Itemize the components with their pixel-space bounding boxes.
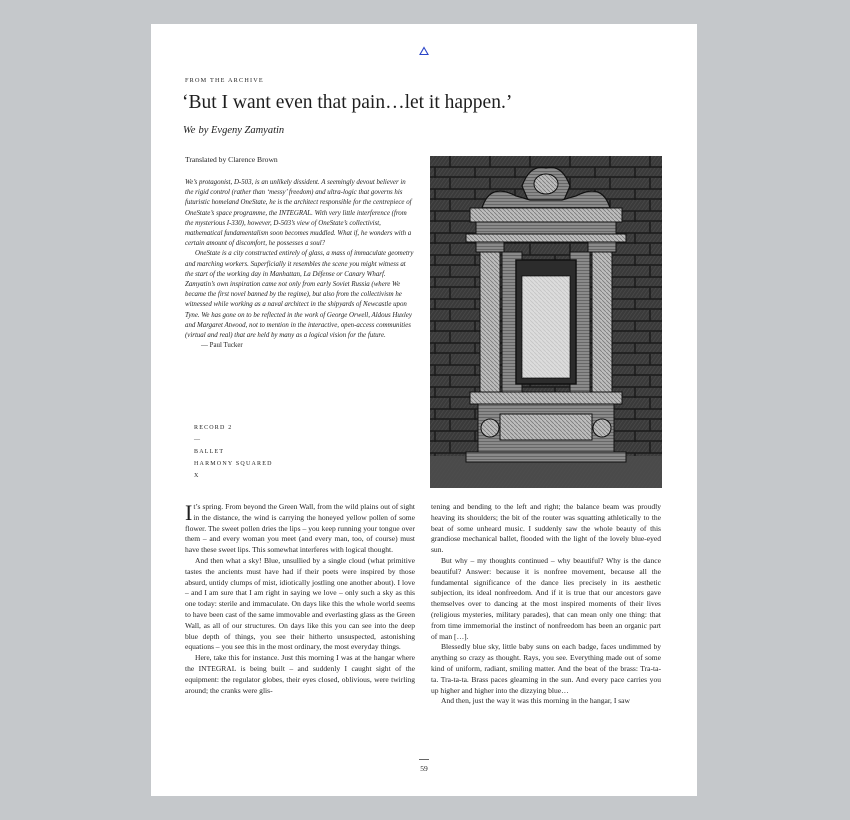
book-title: We: [183, 125, 196, 136]
record-line: X: [194, 473, 200, 479]
body-paragraph: And then, just the way it was this morning in the hangar, I saw: [441, 696, 630, 706]
record-line: RECORD 2: [194, 425, 233, 431]
body-paragraph: But why – my thoughts continued – why beautiful? Why is the dance beautiful? Answer: because it is nonfree movement, because all the fundamental significance of the dance lies precisely in its aesthetic subjection, its ideal nonfreedom. And if it is true that our ancestors gave themselves over to dancing at the most inspired moments of their lives (religious mysteries, military parades), that can mean only one thing: that from time immemorial the instinct of nonfreedom has been an organic part of man […].: [431, 555, 661, 641]
record-line: HARMONY SQUARED: [194, 461, 273, 467]
engraving-illustration: [430, 156, 662, 488]
record-heading: [194, 422, 273, 482]
record-line: BALLET: [194, 449, 225, 455]
body-paragraph: tening and bending to the left and right; the balance beam was proudly heaving its shoulders; the bit of the router was squatting athletically to the beat of some unheard music. I suddenly saw the whole beauty of this grandiose mechanical ballet, flooded with the light of the lovely blue-eyed sun.: [431, 502, 661, 555]
body-paragraph: Blessedly blue sky, little baby suns on each badge, faces undimmed by anything so crazy as thought. Rays, you see. Everything made out of some kind of uniform, radiant, smiling matter. And the beat of the brass: Tra-ta-ta. Tra-ta-ta. Brass paces gleaming in the sun. And every pace carries you up higher and higher into the dizzying blue…: [431, 642, 661, 695]
intro-signature: — Paul Tucker: [201, 342, 243, 350]
body-column-right: [431, 502, 661, 707]
intro-paragraph: We’s protagonist, D-503, is an unlikely dissident. A seemingly devout believer in the rigid control (rather than ‘messy’ freedom) and ultra-logic that governs his futuristic homeland OneState, he is the architect responsible for the centrepiece of OneState’s space programme, the INTEGRAL. With very little interference (from the mysterious I-330), however, D-503’s view of OneState’s collectivist, mathematical fundamentalism soon becomes muddled. What if, he wonders with a certain amount of discomfort, he possesses a soul?: [185, 179, 412, 248]
body-paragraph: [185, 502, 415, 556]
body-paragraph-text: t’s spring. From beyond the Green Wall, from the wild plains out of sight in the distance, the wind is carrying the honeyed yellow pollen of some flower. The sweet pollen dries the lips – you keep running your tongue over them – and every woman you meet (and every man, too, of course) must have these sweet lips. This somewhat interferes with logical thought.: [185, 502, 415, 555]
intro-text: [185, 178, 415, 351]
body-column-left: [185, 502, 415, 696]
triangle-marker-icon: [419, 46, 429, 56]
intro-paragraph: OneState is a city constructed entirely of glass, a mass of immaculate geometry and marching workers. Superficially it resembles the scene you might witness at the start of the working day in Manhattan, La Défense or Canary Wharf. Zamyatin’s own inspiration came not only from early Soviet Russia (where We became the first novel banned by the regime), but also from the collectivism he witnessed while working as a naval architect in the shipyards of Newcastle upon Tyne. We has gone on to be reflected in the work of George Orwell, Aldous Huxley and Margaret Atwood, not to mention in the interactive, open-access communities (virtual and real) that are held by many as a logical vision for the future.: [185, 250, 414, 340]
page-number: 59: [420, 764, 428, 773]
section-kicker: FROM THE ARCHIVE: [185, 77, 264, 84]
article-title: ‘But I want even that pain…let it happen.’: [182, 92, 513, 113]
article-subtitle: [183, 125, 284, 136]
author-line: by Evgeny Zamyatin: [198, 125, 285, 136]
footer-rule: [419, 759, 429, 760]
drop-cap: I: [185, 500, 193, 525]
translator-credit: Translated by Clarence Brown: [185, 155, 278, 164]
document-page: [151, 24, 697, 796]
body-paragraph: Here, take this for instance. Just this morning I was at the hangar where the INTEGRAL is being built – and suddenly I caught sight of the equipment: the regulator globes, their eyes closed, oblivious, were twirling around; the cranks were glis-: [185, 653, 415, 695]
body-paragraph: And then what a sky! Blue, unsullied by a single cloud (what primitive tastes the ancients must have had if their poets were inspired by those absurd, untidy clumps of mist, idiotically jostling one another about). I love – and I am sure that I am right in saying we love – only such a sky as this one today: sterile and immaculate. On days like this the whole world seems to have been cast of the same immovable and everlasting glass as the Green Wall, as all of our structures. On days like this you can see into the deep blue depth of things, you see their hitherto unsuspected, astonishing equations – you see this in the most ordinary, the most everyday things.: [185, 555, 415, 652]
engraving-svg: [430, 156, 662, 488]
record-line: —: [194, 437, 202, 443]
